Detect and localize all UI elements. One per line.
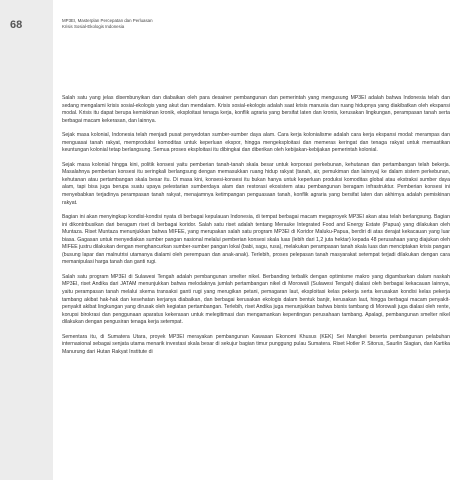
paragraph-5: Salah satu program MP3EI di Sulawesi Tengah adalah pembangunan smelter nikel. Berbanding terbalik dengan optimisme makro yang digambarkan dalam naskah MP3EI, riset Andika dari JATAM menunjukkan bahwa melodaknya jumlah pertambangan nikel di Morowali (Sulawesi Tengah) dialasi oleh berbagai kekacauan lainnya, yaitu perampasan tanah melalui skema transaksi ganti rugi yang merugikan petani, pemagaran laut, eksploitasi kelas pekerja serta kerusakan kondisi kelas pekerja tambang akibat hak-hak dan kesehatan kerjanya diabaikan, dan berbagai kerusakan ekologis dalam bentuk banjir, kerusakan laut, hingga berbagai macam penyakit-penyakit akibat lingkungan yang dirusak oleh kegiatan pertambangan. Terlebih, riset Andika juga menunjukkan bahwa bisnis tambang di Morowali juga dialasi oleh rente, korupsi birokrasi dan penggunaan aparatus kekerasan untuk melegitimasi dan mengamankan kepentingan perusahaan tambang. Apalagi, pembangunan smelter nikel dilakukan dengan pengusiran tenaga kerja setempat. [62, 273, 450, 326]
paragraph-6: Sementara itu, di Sumatera Utara, proyek MP3EI merayakan pembangunan Kawasan Ekonomi Khusus (KEK) Sei Mangkei beserta pembangunan pelabuhan internasional sebagai senjata utama menarik investasi skala besar di sekujur bagian timur punggung pulau Sumatera. Riset Hotler P. Sitorus, Saurlin Siagian, dan Kartika Manurung dari Hutan Rakyat Institute di [62, 333, 450, 355]
page-number: 68 [10, 19, 23, 31]
paragraph-3: Sejak masa kolonial hingga kini, politik konsesi yaitu pemberian tanah-tanah skala besar untuk korporasi perkebunan, kehutanan dan pertambangan telah bekerja. Masalahnya pemberian konsesi itu seringkali berlangsung dengan memasukkan ruang hidup rakyat (tanah, air, pemukiman dan lainnya) ke dalam sistem perkebunan, kehutanan atau pertambangan skala besar itu. Di masa kini, konsesi-konsesi itu bukan hanya untuk keperluan produksi komoditas global atau ekstraksi sumber daya alam, tapi bisa juga berupa suatu upaya pelestarian sumberdaya alam dan restorasi ekosistem atau pembangunan beragam infrastruktur. Pemberian konsesi ini menyebabkan terjadinya perampasan tanah rakyat, menajamnya ketimpangan penguasaan tanah, konflik agraria yang bersifat laten dan akhirnya adalah pemiskinan rakyat. [62, 161, 450, 206]
paragraph-4: Bagian ini akan menyingkap kondisi-kondisi nyata di berbagai kepulauan Indonesia, di tempat berbagai macam megaproyek MP3EI akan atau telah berlangsung. Bagian ini dikontribusikan dari beragam riset di berbagai koridor. Salah satu riset adalah tentang Merauke Integrated Food and Energy Estate (Papua) yang dilakukan oleh Muntaza. Riset Muntaza menunjukkan bahwa MIFEE, yang merupakan salah satu program MP3EI di Koridor Maluku-Papua, berdiri di atas derajat kekacauan yang luar biasa. Gagasan untuk menyediakan sumber pangan nasional melalui pemberian konsesi skala luas (lebih dari 1,2 juta hektar) kepada 48 perusahaan yang diajukan oleh MIFEE justru dilakukan dengan menghancurkan sumber-sumber pangan lokal (babi, sagu, rusa), melakukan perampasan tanah skala luas dan menciptakan krisis pangan (busung lapar dan malnutrisi utamanya dialami oleh perempuan dan anak-anak). Terlebih, proses pelepasan tanah masyarakat setempat terjadi dilakukan dengan cara memanipulasi harga tanah dan ganti rugi. [62, 214, 450, 266]
running-head-line-1: MP3EI, Masterplan Percepatan dan Perluasan [62, 18, 153, 23]
paragraph-2: Sejak masa kolonial, Indonesia telah menjadi pusat penyedotan sumber-sumber daya alam. Cara kerja kolonialisme adalah cara kerja ekspansi modal: merampas dan menguasai tanah rakyat, memproduksi komoditas untuk keperluan ekspor, hingga mengeksploitasi dan memeras keringat dan tenaga rakyat untuk memastikan keuntungan kolonial tetap berlangsung. Semua proses eksploitasi itu dibingkai dan diberikan oleh kebijakan-kebijakan pemerintah kolonial. [62, 132, 450, 154]
running-head [62, 18, 442, 29]
running-head-line-2: Krisis Sosial-Ekologis Indonesia [62, 23, 125, 29]
margin-sidebar [0, 0, 53, 480]
paragraph-1: Salah satu yang jelas disembunyikan dan diabaikan oleh para desainer pembangunan dan pemerintah yang mengusung MP3EI adalah bahwa Indonesia telah dan sedang mengalami krisis sosial-ekologis yang akut dan mendalam. Krisis sosial-ekologis adalah saat krisis manusia dan ruang hidupnya yang diakibatkan oleh ekspansi modal. Krisis itu dapat berupa kemiskinan kronik, eksploitasi tenaga kerja, konflik agraria yang bersifat laten dan kronis, kerusakan lingkungan, perampasan tanah serta berbagai macam kekerasan, dan lainnya. [62, 95, 450, 124]
body-text [62, 95, 450, 363]
